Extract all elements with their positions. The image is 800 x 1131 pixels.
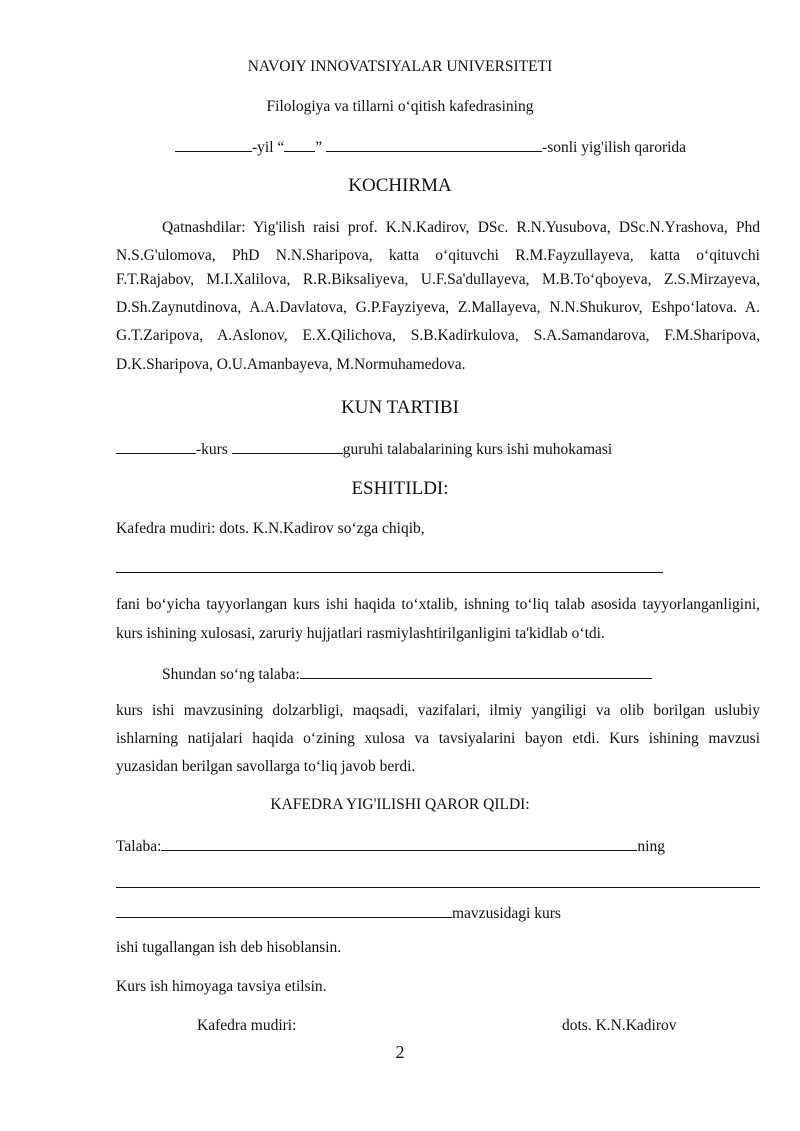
title-copy: KOCHIRMA [348,175,452,196]
student-label: Talaba: [116,838,162,855]
topic-line [116,903,561,922]
participants-line-5: G.T.Zaripova, A.Aslonov, E.X.Qilichova, S.B.Kadirkulova, S.A.Samandarova, F.M.Sharipova, [116,327,760,344]
completed-statement: ishi tugallangan ish deb hisoblansin. [116,939,342,956]
department-name: Filologiya va tillarni o‘qitish kafedrasining [266,98,534,115]
topic-blank-full [116,887,760,888]
then-student-line [162,664,652,683]
group-blank [232,439,343,454]
student-name-blank [300,664,652,679]
heard-para2-line3: yuzasidan berilgan savollarga to‘liq javob berdi. [116,758,416,775]
year-label: -yil “ [252,139,285,156]
course-blank [116,439,196,454]
participants-line-2: N.S.G'ulomova, PhD N.N.Sharipova, katta o‘qituvchi R.M.Fayzullayeva, katta o‘qituvchi [116,247,760,264]
heard-para2-line2: ishlarning natijalari haqida o‘zining xulosa va tavsiyalarini bayon etdi. Kurs ishining mavzusi [116,730,760,747]
title-heard: ESHITILDI: [351,478,449,499]
year-blank [175,137,252,152]
heard-para1-line2: kurs ishining xulosasi, zaruriy hujjatlari rasmiylashtirilganligini ta'kidlab o‘tdi. [116,625,605,642]
decision-student-blank [161,836,637,851]
university-name: NAVOIY INNOVATSIYALAR UNIVERSITETI [247,58,553,75]
day-blank [284,137,315,152]
signature-role: Kafedra mudiri: [197,1017,297,1034]
heard-para1-line1: fani bo‘yicha tayyorlangan kurs ishi haqida to‘xtalib, ishning to‘liq talab asosida tayyorlanganligini, [116,596,760,613]
title-decided: KAFEDRA YIG'ILISHI QAROR QILDI: [270,796,530,813]
participants-line-6: D.K.Sharipova, O.U.Amanbayeva, M.Normuhamedova. [116,356,466,373]
signature-name: dots. K.N.Kadirov [562,1017,677,1034]
heard-para2-line1: kurs ishi mavzusining dolzarbligi, maqsadi, vazifalari, ilmiy yangiligi va olib borilgan uslubiy [116,702,760,719]
participants-line-3: F.T.Rajabov, M.I.Xalilova, R.R.Biksaliyeva, U.F.Sa'dullayeva, M.B.To‘qboyeva, Z.S.Mirzayeva, [116,271,760,288]
topic-blank [116,903,452,918]
page-number: 2 [395,1042,405,1062]
agenda-text: guruhi talabalarining kurs ishi muhokamasi [342,441,613,458]
head-speaks: Kafedra mudiri: dots. K.N.Kadirov so‘zga chiqib, [116,520,425,537]
then-student-label: Shundan so‘ng talaba: [162,666,300,683]
month-number-blank [326,137,542,152]
title-agenda: KUN TARTIBI [341,397,459,418]
agenda-line [116,439,612,458]
subject-blank [116,572,663,573]
decision-student-line [116,836,665,855]
participants-line-1: Qatnashdilar: Yig'ilish raisi prof. K.N.Kadirov, DSc. R.N.Yusubova, DSc.N.Yrashova, Phd [162,219,760,236]
topic-suffix: mavzusidagi kurs [452,905,561,922]
recommend-statement: Kurs ish himoyaga tavsiya etilsin. [116,978,327,995]
meeting-decision-label: -sonli yig'ilish qarorida [542,139,687,156]
quote-close: ” [315,139,323,156]
participants-line-4: D.Sh.Zaynutdinova, A.A.Davlatova, G.P.Fayziyeva, Z.Mallayeva, N.N.Shukurov, Eshpo‘latova. A. [116,299,760,316]
meeting-line [175,137,686,156]
genitive-suffix: ning [637,838,665,855]
course-label: -kurs [196,441,232,458]
